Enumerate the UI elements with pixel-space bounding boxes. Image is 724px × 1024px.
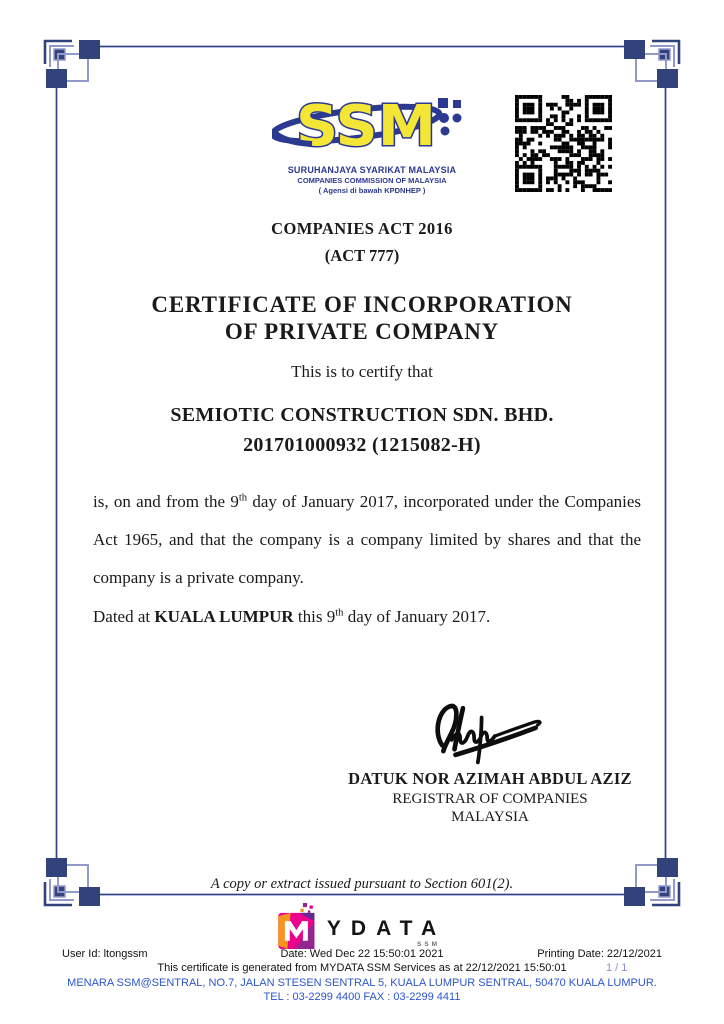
footer-telephone: TEL : 03-2299 4400 FAX : 03-2299 4411 xyxy=(263,991,461,1003)
ssm-letters: SSM xyxy=(296,94,436,158)
ssm-agency-note: ( Agensi di bawah KPDNHEP ) xyxy=(318,186,426,195)
paragraph-superscript: th xyxy=(238,492,248,504)
footer-page-number: 1 / 1 xyxy=(606,962,628,974)
dated-place: KUALA LUMPUR xyxy=(154,607,294,626)
dated-text-2: this 9 xyxy=(293,607,336,626)
ssm-name-malay: SURUHANJAYA SYARIKAT MALAYSIA xyxy=(287,165,457,175)
company-name: SEMIOTIC CONSTRUCTION SDN. BHD. xyxy=(170,404,554,426)
footer-generated-note: This certificate is generated from MYDATA SSM Services as at 22/12/2021 15:50:01 xyxy=(157,962,567,974)
registrar-name: DATUK NOR AZIMAH ABDUL AZIZ xyxy=(348,769,632,788)
incorporation-paragraph xyxy=(93,483,641,597)
dated-text-1: Dated at xyxy=(93,607,155,626)
mydata-wordmark xyxy=(326,911,447,948)
company-number: 201701000932 (1215082-H) xyxy=(243,434,481,456)
signature-icon xyxy=(427,697,553,767)
certify-line: This is to certify that xyxy=(291,362,433,381)
paragraph-text-1: is, on and from the 9 xyxy=(93,492,239,511)
footer-printing-date: Printing Date: 22/12/2021 xyxy=(537,948,662,960)
ssm-logo xyxy=(272,90,472,195)
dated-superscript: th xyxy=(335,607,344,619)
mydata-m-icon xyxy=(278,903,318,949)
mydata-ssm-text: SSM xyxy=(417,941,441,948)
dated-text-3: day of January 2017. xyxy=(343,607,491,626)
frame-corner-icon xyxy=(622,38,682,94)
footer-address: MENARA SSM@SENTRAL, NO.7, JALAN STESEN SENTRAL 5, KUALA LUMPUR SENTRAL, 50470 KUALA LUMPUR. xyxy=(67,977,657,989)
frame-left-line xyxy=(55,84,58,860)
certificate-title-line1: CERTIFICATE OF INCORPORATION xyxy=(151,292,573,317)
paragraph-text-2: day of January 2017, incorporated under the Companies Act 1965, and that the company is a company limited by shares and that the company is a private company. xyxy=(93,492,641,587)
qr-code xyxy=(515,95,612,192)
frame-right-line xyxy=(664,84,667,860)
mydata-brand-text: YDATA xyxy=(326,917,447,940)
registrar-title: REGISTRAR OF COMPANIES xyxy=(392,791,588,807)
ssm-name-english: COMPANIES COMMISSION OF MALAYSIA xyxy=(297,176,447,185)
registrar-country: MALAYSIA xyxy=(451,809,529,825)
section-footnote: A copy or extract issued pursuant to Section 601(2). xyxy=(210,876,514,892)
dated-line xyxy=(93,607,641,627)
certificate-title-line2: OF PRIVATE COMPANY xyxy=(224,319,500,344)
footer-user-id: User Id: ltongssm xyxy=(62,948,148,960)
signature-block xyxy=(330,697,650,826)
frame-bottom-line xyxy=(97,893,627,896)
frame-corner-icon xyxy=(42,38,102,94)
certificate-title xyxy=(57,291,667,345)
act-title: COMPANIES ACT 2016 xyxy=(271,219,453,238)
company-block xyxy=(57,400,667,460)
mydata-logo xyxy=(0,903,724,949)
act-number: (ACT 777) xyxy=(324,246,400,265)
footer-date: Date: Wed Dec 22 15:50:01 2021 xyxy=(280,948,444,960)
ssm-logo-icon xyxy=(272,90,472,158)
frame-top-line xyxy=(97,45,627,48)
